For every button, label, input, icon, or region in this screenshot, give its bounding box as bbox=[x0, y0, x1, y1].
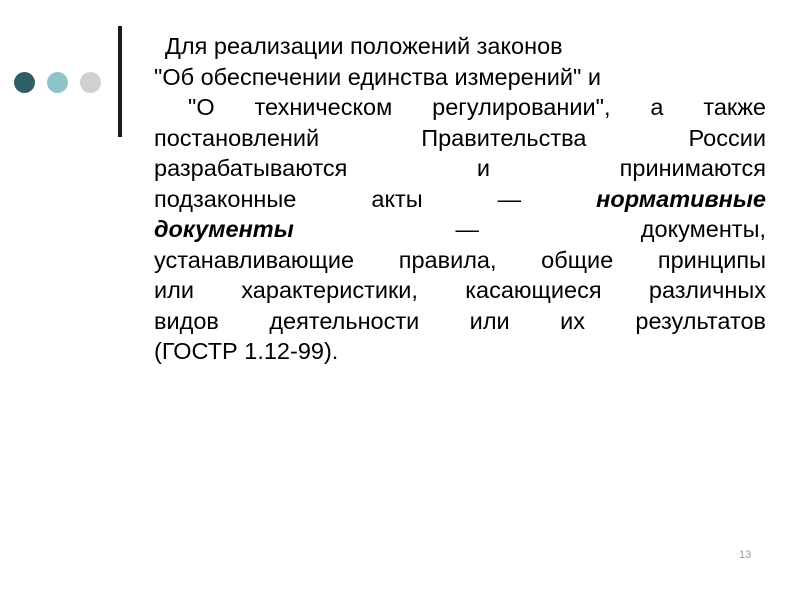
text-line-11: (ГОСТР 1.12-99). bbox=[154, 338, 339, 364]
text-line-3: "О техническом регулировании", а также bbox=[188, 94, 766, 120]
dot-dark-teal bbox=[14, 72, 35, 93]
text-line-10: видов деятельности или их результатов bbox=[154, 307, 766, 334]
text-line-7-suffix: — документы, bbox=[455, 216, 766, 242]
page-number: 13 bbox=[739, 549, 752, 561]
text-line-6 bbox=[154, 184, 766, 215]
body-text bbox=[154, 31, 766, 367]
text-line-1: Для реализации положений законов bbox=[165, 33, 563, 59]
vertical-accent-bar bbox=[118, 26, 122, 137]
text-line-2: "Об обеспечении единства измерений" и bbox=[154, 63, 601, 90]
term-documents: документы bbox=[154, 216, 294, 242]
dot-gray bbox=[80, 72, 101, 93]
text-line-9: или характеристики, касающиеся различных bbox=[154, 277, 766, 303]
text-line-5: разрабатываются и принимаются bbox=[154, 155, 766, 181]
dot-light-teal bbox=[47, 72, 68, 93]
text-line-6-prefix: подзаконные акты — bbox=[154, 185, 597, 212]
text-line-8: устанавливающие правила, общие принципы bbox=[154, 246, 766, 273]
text-line-4: постановлений Правительства России bbox=[154, 124, 766, 151]
term-normative: нормативные bbox=[596, 185, 766, 212]
text-line-7 bbox=[154, 214, 766, 245]
decorative-dots bbox=[14, 72, 101, 93]
